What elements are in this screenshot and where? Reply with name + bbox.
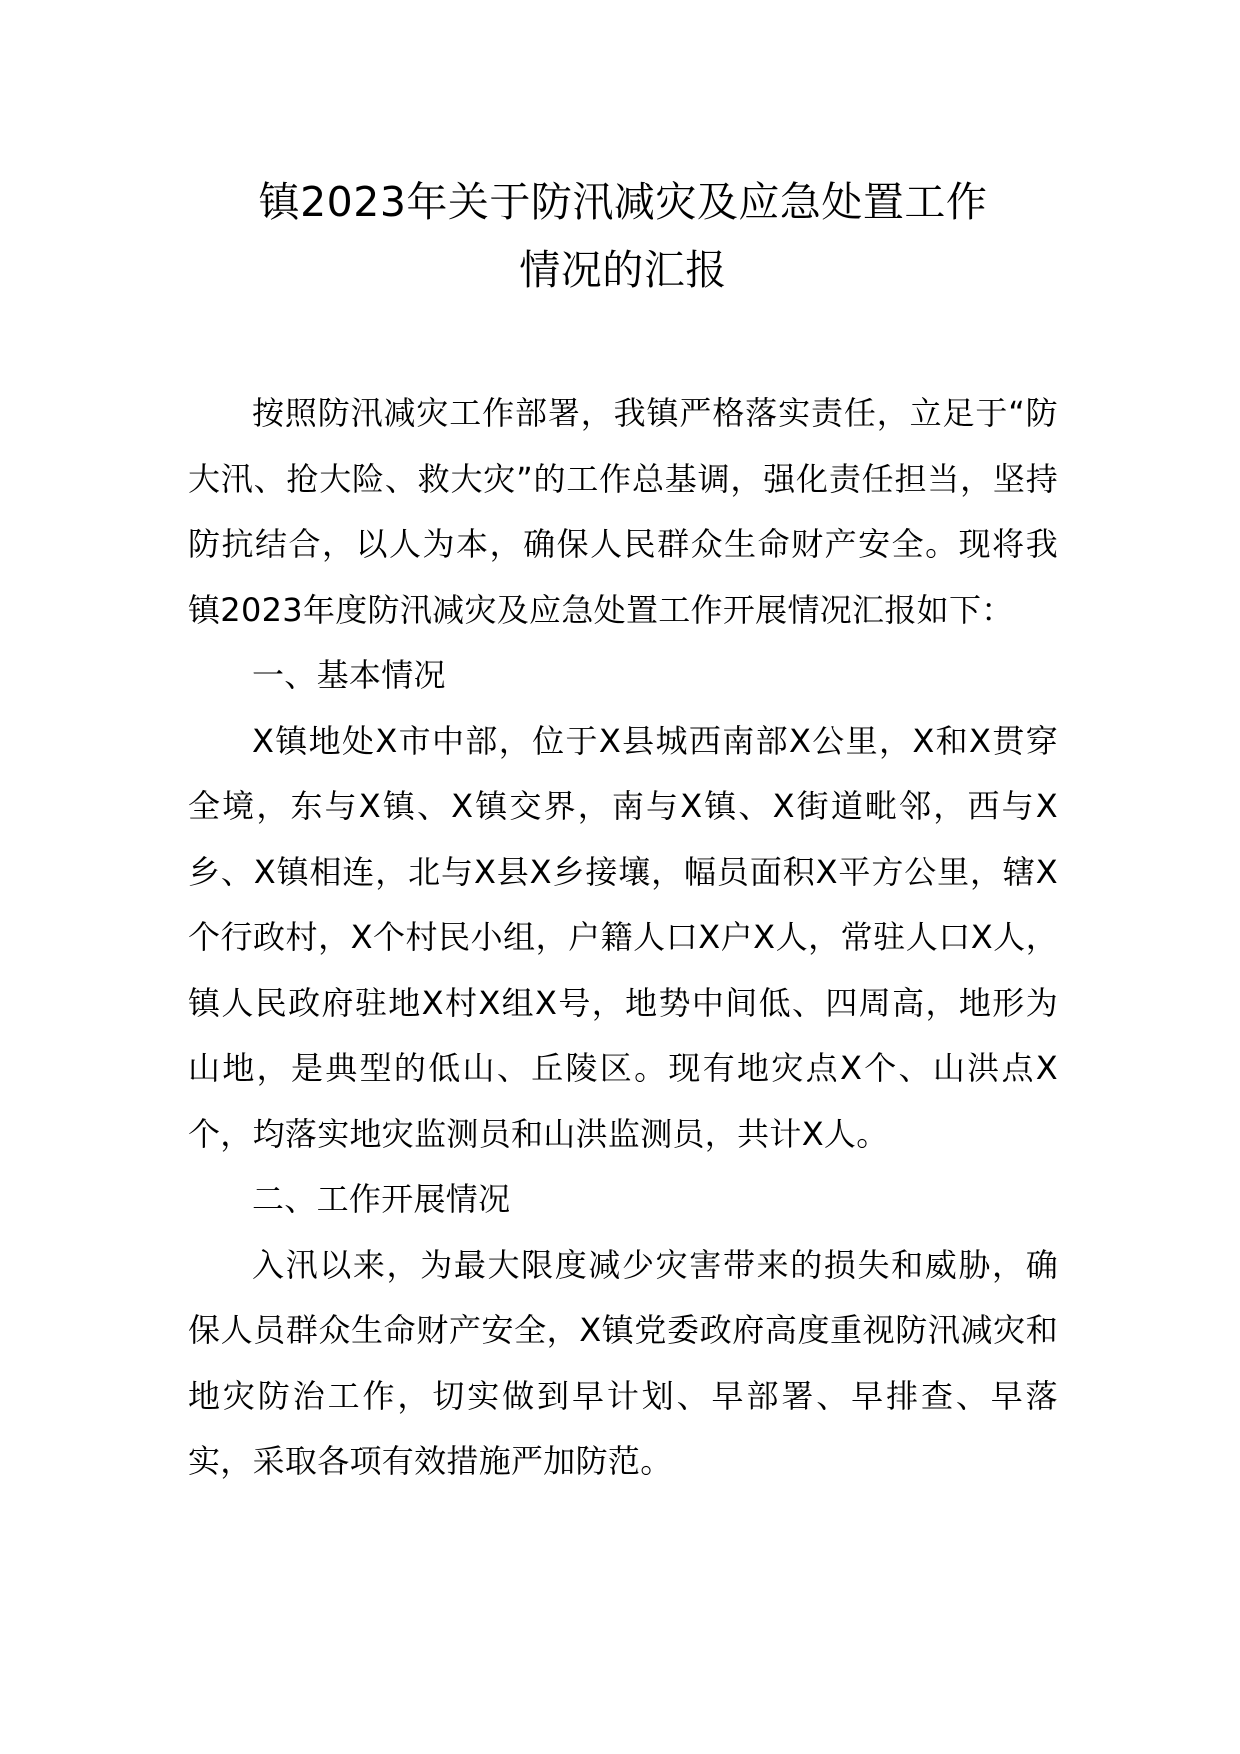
section-heading-basic-situation: 一、基本情况: [252, 656, 446, 694]
basic-situation-paragraph: X镇地处X市中部，位于X县城西南部X公里，X和X贯穿全境，东与X镇、X镇交界，南与X镇、X街道毗邻，西与X乡、X镇相连，北与X县X乡接壤，幅员面积X平方公里，辖X个行政村，X个村民小组，户籍人口X户X人，常驻人口X人，镇人民政府驻地X村X组X号，地势中间低、四周高，地形为山地，是典型的低山、丘陵区。现有地灾点X个、山洪点X个，均落实地灾监测员和山洪监测员，共计X人。: [188, 721, 1058, 1153]
title-line-2: 情况的汇报: [519, 246, 727, 294]
work-progress-paragraph: 入汛以来，为最大限度减少灾害带来的损失和威胁，确保人员群众生命财产安全，X镇党委政府高度重视防汛减灾和地灾防治工作，切实做到早计划、早部署、早排查、早落实，采取各项有效措施严加防范。: [188, 1245, 1058, 1480]
intro-paragraph: 按照防汛减灾工作部署，我镇严格落实责任，立足于“防大汛、抢大险、救大灾”的工作总基调，强化责任担当，坚持防抗结合，以人为本，确保人民群众生命财产安全。现将我镇2023年度防汛减灾及应急处置工作开展情况汇报如下：: [188, 394, 1058, 629]
document-body: [188, 381, 1058, 1495]
document-page: [188, 168, 1058, 1495]
title-line-1: 镇2023年关于防汛减灾及应急处置工作: [258, 178, 988, 226]
section-heading-work-progress: 二、工作开展情况: [252, 1180, 511, 1218]
document-title: [188, 168, 1058, 304]
